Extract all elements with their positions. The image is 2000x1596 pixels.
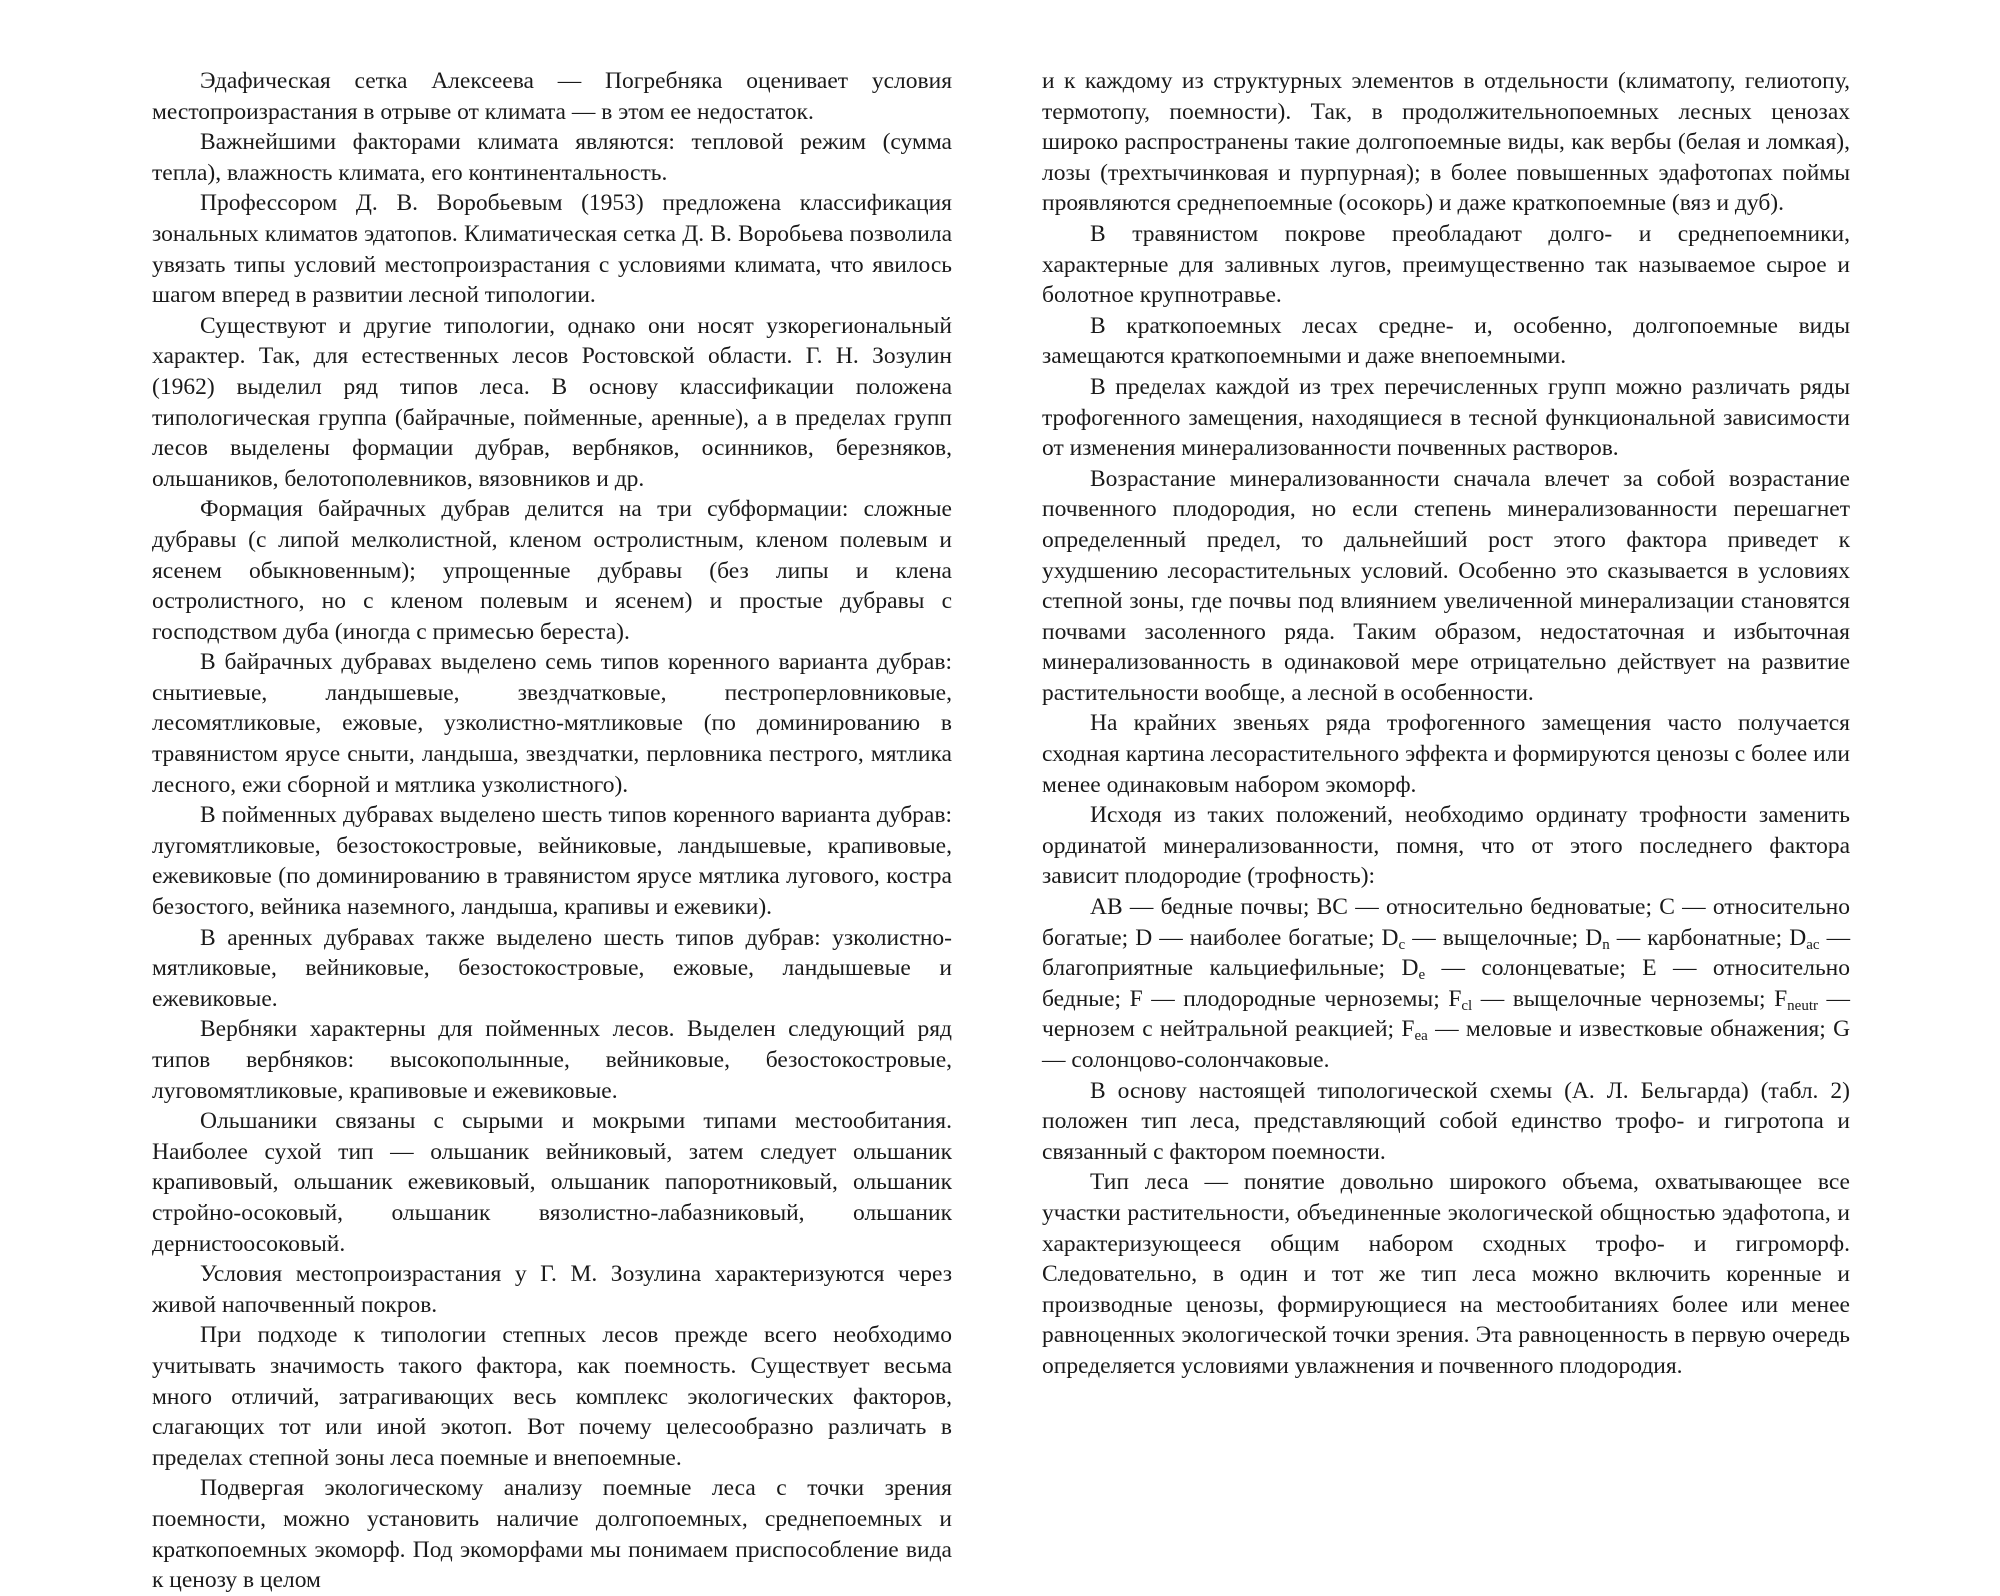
paragraph: В пойменных дубравах выделено шесть типов коренного варианта дубрав: лугомятликовые, безостокостровые, вейниковые, ландышевые, крапивовые, ежевиковые (по доминированию в травянистом ярусе мятлика лугового, костра безостого, вейника наземного, ландыша, крапивы и ежевики). (152, 802, 952, 921)
paragraph: Тип леса — понятие довольно широкого объема, охватывающее все участки растительности, объединенные экологической общностью эдафотопа, и характеризующееся общим набором сходных трофо- и гигроморф. Следовательно, в один и тот же тип леса можно включить коренные и производные ценозы, формирующиеся на местообитаниях более или менее равноценных экологической точки зрения. Эта равноценность в первую очередь определяется условиями увлажнения и почвенного плодородия. (1042, 1169, 1850, 1379)
paragraph: Формация байрачных дубрав делится на три субформации: сложные дубравы (с липой мелколистной, кленом остролистным, кленом полевым и ясенем обыкновенным); упрощенные дубравы (без липы и клена остролистного, но с кленом полевым и ясенем) и простые дубравы с господством дуба (иногда с примесью береста). (152, 496, 952, 645)
paragraph: В пределах каждой из трех перечисленных групп можно различать ряды трофогенного замещения, находящиеся в тесной функциональной зависимости от изменения минерализованности почвенных растворов. (1042, 373, 1850, 462)
paragraph: Возрастание минерализованности сначала влечет за собой возрастание почвенного плодородия, но если степень минерализованности перешагнет определенный предел, то дальнейший рост этого фактора приведет к ухудшению лесорастительных условий. Особенно это сказывается в условиях степной зоны, где почвы под влиянием увеличенной минерализации становятся почвами засоленного ряда. Таким образом, недостаточная и избыточная минерализованность в одинаковой мере отрицательно действует на развитие растительности вообще, а лесной в особенности. (1042, 465, 1850, 706)
paragraph: Подвергая экологическому анализу поемные леса с точки зрения поемности, можно установить наличие долгопоемных, среднепоемных и краткопоемных экоморф. Под экоморфами мы понимаем приспособление вида к ценозу в целом (152, 1475, 952, 1594)
paragraph: В основу настоящей типологической схемы (А. Л. Бельгарда) (табл. 2) положен тип леса, представляющий собой единство трофо- и гигротопа и связанный с фактором поемности. (1042, 1077, 1850, 1165)
paragraph: Вербняки характерны для пойменных лесов. Выделен следующий ряд типов вербняков: высокополынные, вейниковые, безостокостровые, луговомятликовые, крапивовые и ежевиковые. (152, 1016, 952, 1104)
soil-legend-paragraph (1042, 892, 1850, 1076)
paragraph: В байрачных дубравах выделено семь типов коренного варианта дубрав: снытиевые, ландышевые, звездчатковые, пестроперловниковые, лесомятликовые, ежовые, узколистно-мятликовые (по доминированию в травянистом ярусе сныти, ландыша, звездчатки, перловника пестрого, мятлика лесного, ежи сборной и мятлика узколистного). (152, 649, 952, 798)
legend-fneutr-symbol: $F_{neutr}$ (1774, 985, 1818, 1014)
paragraph: В аренных дубравах также выделено шесть типов дубрав: узколистно-мятликовые, вейниковые, безостокостровые, ежовые, ландышевые и ежевиковые. (152, 924, 952, 1012)
paragraph: Эдафическая сетка Алексеева — Погребняка оценивает условия местопроизрастания в отрыве от климата — в этом ее недостаток. (152, 68, 952, 125)
paragraph: В травянистом покрове преобладают долго- и среднепоемники, характерные для заливных лугов, преимущественно так называемое сырое и болотное крупнотравье. (1042, 220, 1850, 309)
legend-dc-text: — выщелочные; (1412, 924, 1579, 951)
legend-g: G — солонцово-солончаковые. (1042, 1016, 1851, 1073)
legend-fea-text: — меловые и известковые обнажения; (1435, 1016, 1826, 1043)
legend-dac-symbol: $D_{ac}$ (1789, 924, 1820, 953)
paragraph: В краткопоемных лесах средне- и, особенно, долгопоемные виды замещаются краткопоемными и даже внепоемными. (1042, 312, 1850, 370)
left-page (152, 66, 952, 1594)
paragraph: Условия местопроизрастания у Г. М. Зозулина характеризуются через живой напочвенный покров. (152, 1261, 952, 1318)
legend-fcl-symbol: $F_{cl}$ (1448, 985, 1473, 1014)
paragraph: При подходе к типологии степных лесов прежде всего необходимо учитывать значимость такого фактора, как поемность. Существует весьма много отличий, затрагивающих весь комплекс экологических факторов, слагающих тот или иной экотоп. Вот почему целесообразно различать в пределах степной зоны леса поемные и внепоемные. (152, 1322, 952, 1471)
legend-de-text: — солонцеватые; (1441, 955, 1626, 982)
legend-dn-text: — карбонатные; (1616, 924, 1783, 951)
paragraph: Профессором Д. В. Воробьевым (1953) предложена классификация зональных климатов эдатопов. Климатическая сетка Д. В. Воробьева позволила увязать типы условий местопроизрастания с условиями климата, что явилось шагом вперед в развитии лесной типологии. (152, 190, 952, 309)
legend-fneutr-text: — чернозем с нейтральной реакцией; (1042, 985, 1851, 1043)
paragraph: Важнейшими факторами климата являются: тепловой режим (сумма тепла), влажность климата, его континентальность. (152, 129, 952, 186)
paragraph: На крайних звеньях ряда трофогенного замещения часто получается сходная картина лесорастительного эффекта и формируются ценозы с более или менее одинаковым набором экоморф. (1042, 710, 1850, 798)
legend-c: С — относительно богатые; (1042, 894, 1851, 951)
right-page (1042, 66, 1850, 1406)
legend-bc: ВС — относительно бедноватые; (1316, 894, 1652, 921)
legend-fcl-text: — выщелочные черноземы; (1480, 985, 1766, 1012)
legend-f: F — плодородные черноземы; (1129, 985, 1440, 1012)
paragraph: Существуют и другие типологии, однако они носят узкорегиональный характер. Так, для естественных лесов Ростовской области. Г. Н. Зозулин (1962) выделил ряд типов леса. В основу классификации положена типологическая группа (байрачные, пойменные, аренные), а в пределах групп лесов выделены формации дубрав, вербняков, осинников, березняков, ольшаников, белотополевников, вязовников и др. (152, 312, 952, 492)
legend-de-symbol: $D_e$ (1401, 955, 1426, 984)
legend-dc-symbol: $D_c$ (1381, 924, 1406, 953)
paragraph: Ольшаники связаны с сырыми и мокрыми типами местообитания. Наиболее сухой тип — ольшаник вейниковый, затем следует ольшаник крапивовый, ольшаник ежевиковый, ольшаник папоротниковый, ольшаник стройно-осоковый, ольшаник вязолистно-лабазниковый, ольшаник дернистоосоковый. (152, 1108, 952, 1257)
legend-d: D — наиболее богатые; (1135, 924, 1375, 951)
legend-dn-symbol: $D_n$ (1585, 924, 1610, 953)
paragraph: Исходя из таких положений, необходимо ординату трофности заменить ординатой минерализованности, помня, что от этого последнего фактора зависит плодородие (трофность): (1042, 802, 1850, 890)
legend-fea-symbol: $F_{ea}$ (1401, 1016, 1428, 1045)
paragraph-continuation: и к каждому из структурных элементов в отдельности (климатопу, гелиотопу, термотопу, поемности). Так, в продолжительнопоемных лесных ценозах широко распространены такие долгопоемные виды, как вербы (белая и ломкая), лозы (трехтычинковая и пурпурная); в более повышенных эдафотопах поймы проявляются среднепоемные (осокорь) и даже краткопоемные (вяз и дуб). (1042, 68, 1850, 217)
legend-dac-text: — благоприятные кальциефильные; (1042, 924, 1851, 982)
legend-ab: АВ — бедные почвы; (1090, 894, 1310, 921)
legend-e: Е — относительно бедные; (1042, 955, 1850, 1012)
